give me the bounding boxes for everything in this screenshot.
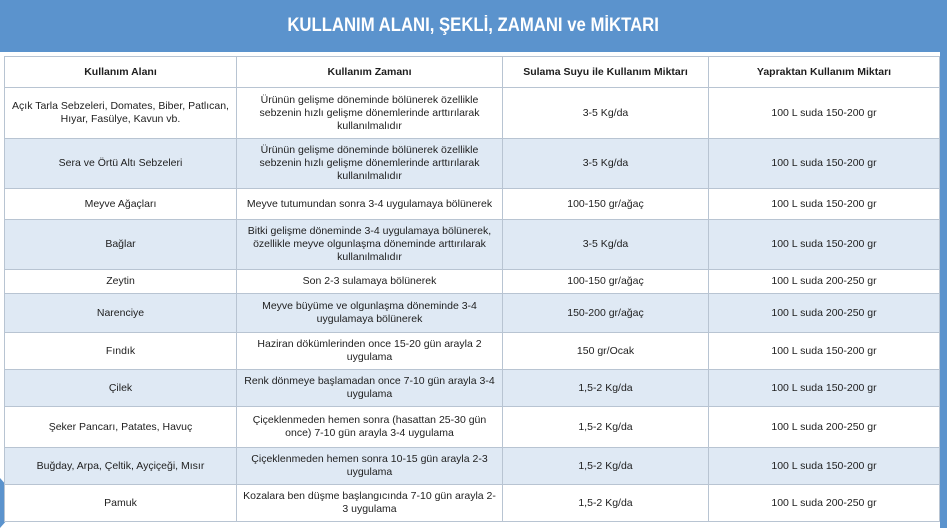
- cell-irrigation: 100-150 gr/ağaç: [503, 189, 709, 220]
- cell-irrigation: 3-5 Kg/da: [503, 139, 709, 189]
- right-decorative-strip: [940, 0, 947, 528]
- cell-time: Haziran dökümlerinden once 15-20 gün arayla 2 uygulama: [237, 333, 503, 370]
- cell-irrigation: 150-200 gr/ağaç: [503, 294, 709, 333]
- cell-area: Sera ve Örtü Altı Sebzeleri: [5, 139, 237, 189]
- table-row: [5, 139, 940, 189]
- cell-foliar: 100 L suda 150-200 gr: [709, 88, 940, 139]
- table-row: [5, 294, 940, 333]
- cell-area: Şeker Pancarı, Patates, Havuç: [5, 407, 237, 448]
- cell-foliar: 100 L suda 200-250 gr: [709, 485, 940, 522]
- cell-area: Pamuk: [5, 485, 237, 522]
- table-header-row: [5, 57, 940, 88]
- title-bar: [0, 0, 947, 52]
- cell-time: Renk dönmeye başlamadan once 7-10 gün arayla 3-4 uygulama: [237, 370, 503, 407]
- cell-area: Meyve Ağaçları: [5, 189, 237, 220]
- table-row: [5, 189, 940, 220]
- cell-irrigation: 100-150 gr/ağaç: [503, 270, 709, 294]
- cell-foliar: 100 L suda 150-200 gr: [709, 370, 940, 407]
- cell-time: Ürünün gelişme döneminde bölünerek özellikle sebzenin hızlı gelişme dönemlerinde arttırılarak kullanılmalıdır: [237, 88, 503, 139]
- cell-time: Çiçeklenmeden hemen sonra (hasattan 25-30 gün once) 7-10 gün arayla 3-4 uygulama: [237, 407, 503, 448]
- cell-irrigation: 3-5 Kg/da: [503, 220, 709, 270]
- table-row: [5, 448, 940, 485]
- usage-table: [4, 56, 940, 522]
- cell-foliar: 100 L suda 200-250 gr: [709, 270, 940, 294]
- cell-irrigation: 150 gr/Ocak: [503, 333, 709, 370]
- header-usage-time: Kullanım Zamanı: [237, 57, 503, 88]
- header-usage-area: Kullanım Alanı: [5, 57, 237, 88]
- table-row: [5, 220, 940, 270]
- table-row: [5, 333, 940, 370]
- cell-foliar: 100 L suda 150-200 gr: [709, 220, 940, 270]
- page-title: KULLANIM ALANI, ŞEKLİ, ZAMANI ve MİKTARI: [287, 15, 660, 36]
- cell-area: Buğday, Arpa, Çeltik, Ayçiçeği, Mısır: [5, 448, 237, 485]
- cell-area: Çilek: [5, 370, 237, 407]
- header-irrigation-amount: Sulama Suyu ile Kullanım Miktarı: [503, 57, 709, 88]
- cell-irrigation: 1,5-2 Kg/da: [503, 448, 709, 485]
- cell-foliar: 100 L suda 150-200 gr: [709, 139, 940, 189]
- header-foliar-amount: Yapraktan Kullanım Miktarı: [709, 57, 940, 88]
- cell-time: Bitki gelişme döneminde 3-4 uygulamaya bölünerek, özellikle meyve olgunlaşma döneminde arttırılarak kullanılmalıdır: [237, 220, 503, 270]
- table-row: [5, 370, 940, 407]
- cell-time: Kozalara ben düşme başlangıcında 7-10 gün arayla 2-3 uygulama: [237, 485, 503, 522]
- cell-foliar: 100 L suda 200-250 gr: [709, 407, 940, 448]
- cell-area: Fındık: [5, 333, 237, 370]
- cell-area: Açık Tarla Sebzeleri, Domates, Biber, Patlıcan, Hıyar, Fasülye, Kavun vb.: [5, 88, 237, 139]
- cell-irrigation: 1,5-2 Kg/da: [503, 485, 709, 522]
- table-row: [5, 407, 940, 448]
- cell-area: Zeytin: [5, 270, 237, 294]
- table-row: [5, 270, 940, 294]
- cell-time: Çiçeklenmeden hemen sonra 10-15 gün arayla 2-3 uygulama: [237, 448, 503, 485]
- cell-area: Bağlar: [5, 220, 237, 270]
- table-row: [5, 485, 940, 522]
- cell-time: Ürünün gelişme döneminde bölünerek özellikle sebzenin hızlı gelişme dönemlerinde arttırılarak kullanılmalıdır: [237, 139, 503, 189]
- cell-area: Narenciye: [5, 294, 237, 333]
- cell-foliar: 100 L suda 150-200 gr: [709, 333, 940, 370]
- table-row: [5, 88, 940, 139]
- cell-time: Meyve tutumundan sonra 3-4 uygulamaya bölünerek: [237, 189, 503, 220]
- cell-irrigation: 1,5-2 Kg/da: [503, 370, 709, 407]
- cell-foliar: 100 L suda 200-250 gr: [709, 294, 940, 333]
- cell-foliar: 100 L suda 150-200 gr: [709, 448, 940, 485]
- cell-time: Son 2-3 sulamaya bölünerek: [237, 270, 503, 294]
- cell-time: Meyve büyüme ve olgunlaşma döneminde 3-4 uygulamaya bölünerek: [237, 294, 503, 333]
- cell-irrigation: 3-5 Kg/da: [503, 88, 709, 139]
- cell-foliar: 100 L suda 150-200 gr: [709, 189, 940, 220]
- cell-irrigation: 1,5-2 Kg/da: [503, 407, 709, 448]
